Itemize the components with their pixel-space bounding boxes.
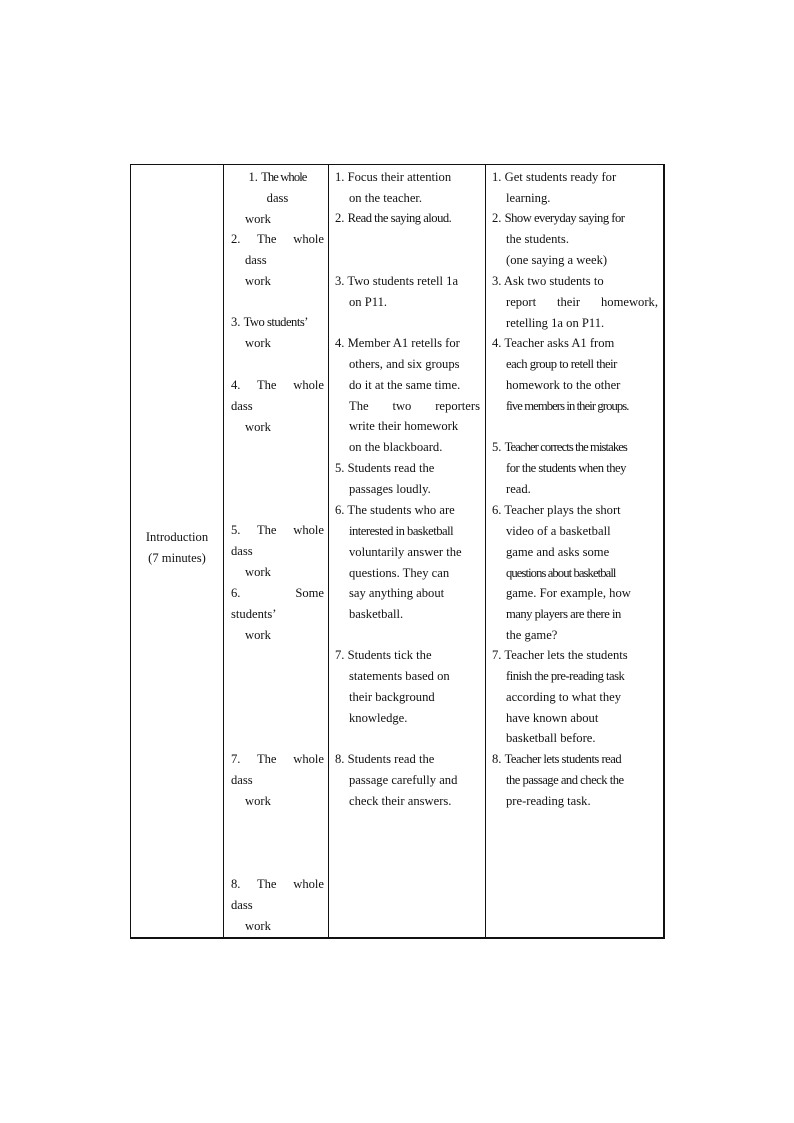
list-item: 2. Show everyday saying for the students. (one saying a week) [492,211,625,267]
stage-label [131,527,223,569]
stage-cell [131,165,224,939]
list-item: 6. Teacher plays the short video of a basketball game and asks some questions about basketball game. For example, how many players are there in the game? [492,503,631,643]
teacher-activities-cell [486,165,665,939]
list-item: 3. Two students retell 1a on P11. [335,274,459,309]
list-item: 8. Teacher lets students read the passage and check the pre-reading task. [492,752,624,808]
list-item: 7. The whole dass work [231,752,324,808]
list-item: 4. Member A1 retells for others, and six groups do it at the same time. The two reporters write their homework on the blackboard. [335,336,480,455]
list-item: 3. Ask two students to report their homework, retelling 1a on P11. [492,274,658,330]
stage-time: (7 minutes) [148,550,206,565]
list-item: 3. Two students’ work [231,315,308,350]
list-item: 4. The whole dass work [231,378,324,434]
list-item: 1. Get students ready for learning. [492,170,617,205]
list-item: 2. Read the saying aloud. [335,211,452,225]
lesson-plan-table [130,164,665,939]
list-item: 8. Students read the passage carefully and check their answers. [335,752,458,808]
list-item: 8. The whole dass work [231,877,324,933]
list-item: 7. Teacher lets the students finish the pre-reading task according to what they have known about basketball before. [492,648,628,746]
list-item: 5. Teacher corrects the mistakes for the students when they read. [492,440,627,496]
list-item: 1. The whole dass work [245,170,307,226]
list-item: 7. Students tick the statements based on their background knowledge. [335,648,450,725]
organization-cell [224,165,329,939]
student-activities-cell [329,165,486,939]
list-item: 6. The students who are interested in basketball voluntarily answer the questions. They can say anything about basketball. [335,503,462,622]
stage-name: Introduction [145,530,209,544]
table-row [131,165,665,939]
list-item: 5. The whole dass work [231,523,324,579]
list-item: 2. The whole dass work [231,232,324,288]
list-item: 1. Focus their attention on the teacher. [335,170,452,205]
list-item: 6. Some students’ work [231,586,324,642]
list-item: 4. Teacher asks A1 from each group to retell their homework to the other five members in their groups. [492,336,629,413]
list-item: 5. Students read the passages loudly. [335,461,435,496]
